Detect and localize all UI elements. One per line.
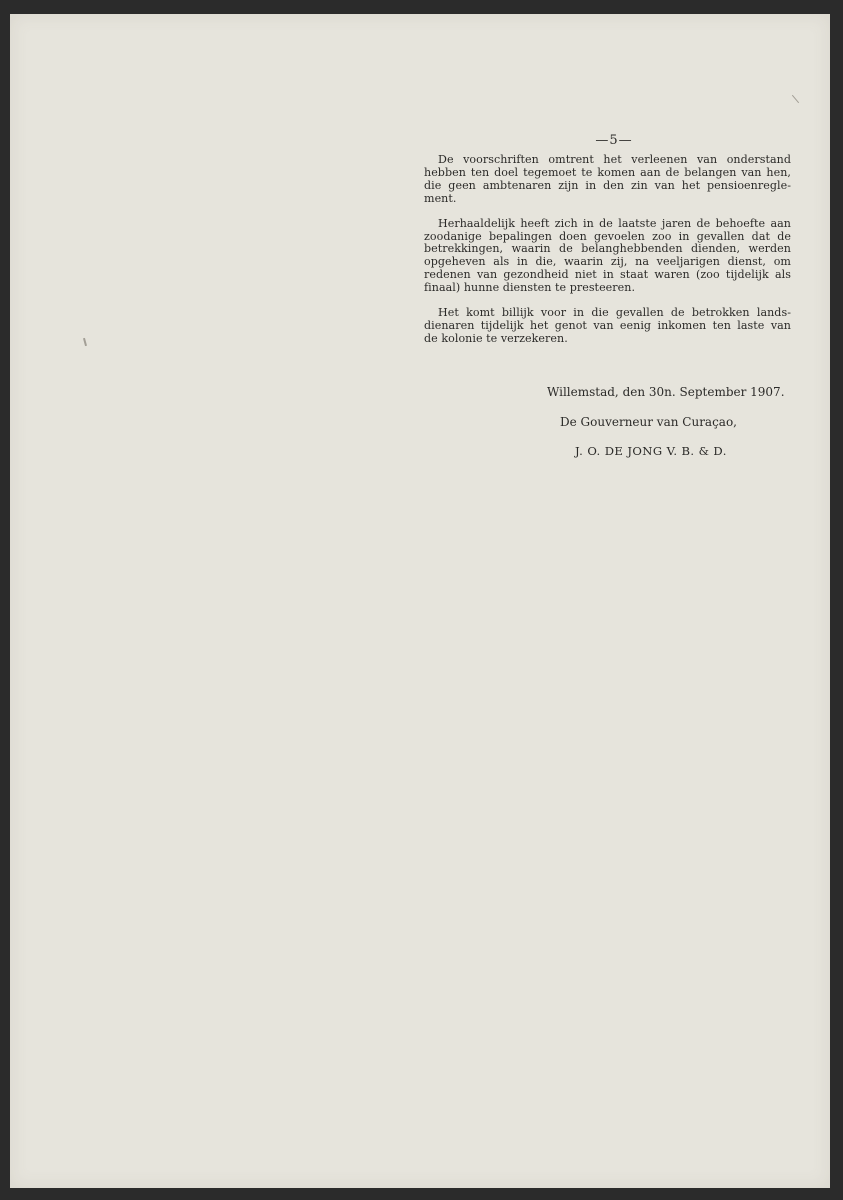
paragraph-2 [424,218,791,295]
paragraph-3 [424,307,791,346]
page-number: —5— [595,133,633,148]
text-line: zoodanige bepalingen doen gevoelen zoo in gevallen dat de [424,229,791,243]
text-line: Het komt billijk voor in die gevallen de betrokken lands- [438,306,791,320]
paragraph-1 [424,154,791,206]
paper-speck [83,338,87,346]
text-line: redenen van gezondheid niet in staat waren (zoo tijdelijk als [424,268,791,282]
text-line: die geen ambtenaren zijn in den zin van het pensioenregle- [424,178,791,192]
text-line: Herhaaldelijk heeft zich in de laatste jaren de behoefte aan [438,216,791,230]
governor-title: De Gouverneur van Curaçao, [560,415,737,429]
text-line: dienaren tijdelijk het genot van eenig inkomen ten laste van [424,318,791,332]
paper-speck [792,95,799,103]
text-line: finaal) hunne diensten te presteeren. [424,281,636,295]
text-line: de kolonie te verzekeren. [424,331,568,345]
text-line: hebben ten doel tegemoet te komen aan de belangen van hen, [424,165,791,179]
place-and-date: Willemstad, den 30n. September 1907. [547,385,785,399]
text-line: opgeheven als in die, waarin zij, na veeljarigen dienst, om [424,255,791,269]
text-line: ment. [424,191,457,205]
signatory-name: J. O. DE JONG V. B. & D. [575,444,727,458]
body-text [424,154,791,358]
text-line: De voorschriften omtrent het verleenen van onderstand [438,153,791,166]
text-line: betrekkingen, waarin de belanghebbenden dienden, werden [424,242,791,256]
